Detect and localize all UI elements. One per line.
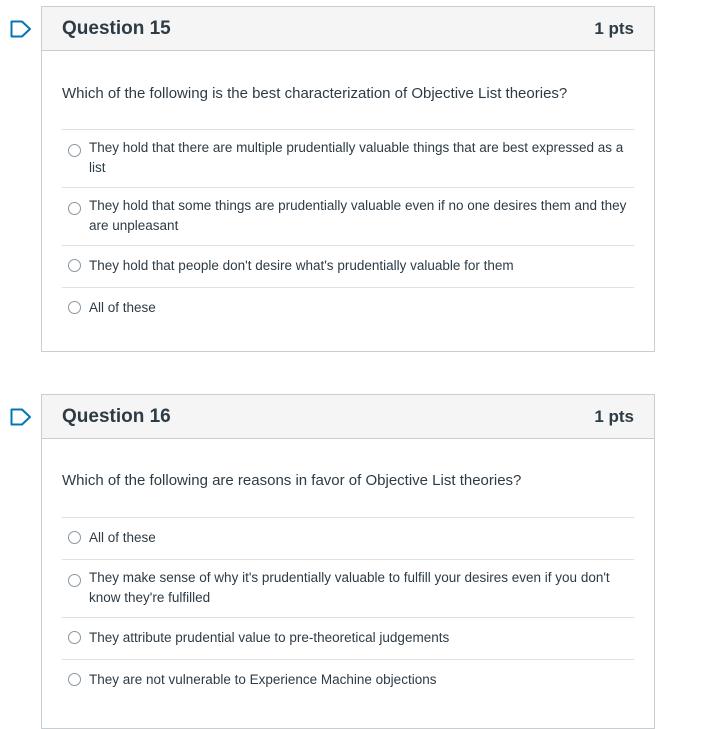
answer-label[interactable]: They make sense of why it's prudentially valuable to fulfill your desires even if you don't know they're fulfilled [89, 570, 610, 605]
radio-button[interactable] [68, 259, 81, 272]
answer-label[interactable]: They are not vulnerable to Experience Machine objections [89, 672, 437, 687]
radio-button[interactable] [68, 673, 81, 686]
question-15 [41, 6, 655, 352]
answer-option[interactable] [62, 188, 634, 246]
radio-button[interactable] [68, 631, 81, 644]
question-header [42, 395, 654, 439]
question-body [42, 51, 654, 329]
answer-option[interactable] [62, 560, 634, 618]
question-points: 1 pts [594, 406, 634, 426]
answer-option[interactable] [62, 288, 634, 329]
radio-button[interactable] [68, 574, 81, 587]
question-body [42, 439, 654, 701]
answer-option[interactable] [62, 130, 634, 188]
radio-button[interactable] [68, 202, 81, 215]
flag-question-icon[interactable] [10, 408, 32, 426]
answer-list [62, 129, 634, 329]
answer-list [62, 517, 634, 701]
question-title: Question 15 [62, 17, 171, 39]
question-text: Which of the following are reasons in favor of Objective List theories? [62, 472, 522, 489]
answer-label[interactable]: They hold that people don't desire what's prudentially valuable for them [89, 258, 514, 273]
question-16 [41, 394, 655, 729]
question-points: 1 pts [594, 18, 634, 38]
answer-label[interactable]: All of these [89, 300, 156, 315]
question-header [42, 7, 654, 51]
question-title: Question 16 [62, 405, 171, 427]
radio-button[interactable] [68, 301, 81, 314]
radio-button[interactable] [68, 531, 81, 544]
answer-label[interactable]: They hold that there are multiple prudentially valuable things that are best expressed as a list [89, 140, 624, 175]
flag-question-icon[interactable] [10, 20, 32, 38]
answer-label[interactable]: They hold that some things are prudentially valuable even if no one desires them and they are unpleasant [89, 198, 627, 233]
answer-label[interactable]: All of these [89, 530, 156, 545]
answer-option[interactable] [62, 660, 634, 701]
answer-label[interactable]: They attribute prudential value to pre-theoretical judgements [89, 630, 450, 645]
answer-option[interactable] [62, 618, 634, 660]
question-text: Which of the following is the best characterization of Objective List theories? [62, 85, 568, 102]
radio-button[interactable] [68, 144, 81, 157]
answer-option[interactable] [62, 246, 634, 288]
answer-option[interactable] [62, 518, 634, 560]
